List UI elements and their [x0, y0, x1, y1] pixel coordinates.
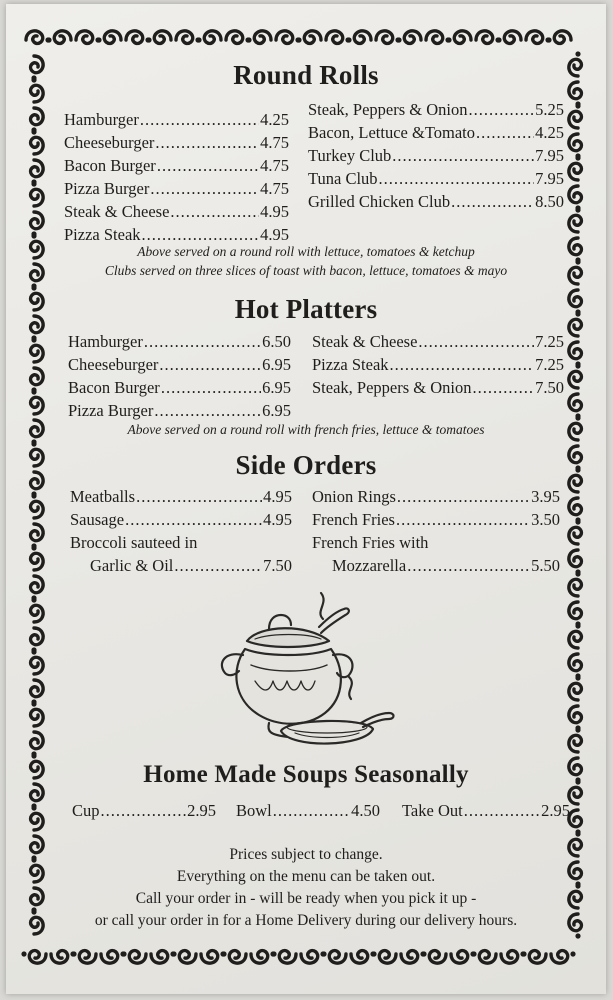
soup-cup: [72, 799, 216, 822]
section-title-soups: Home Made Soups Seasonally: [143, 761, 469, 788]
menu-item: Cheeseburger ..... 6.95: [68, 353, 291, 376]
menu-item: Turkey Club ..... 7.95: [308, 144, 564, 167]
hot-platters-left-column: [68, 330, 291, 422]
round-rolls-left-column: [64, 108, 289, 246]
menu-item: Bacon Burger ..... 4.75: [64, 154, 289, 177]
section-title-side-orders: Side Orders: [235, 450, 377, 480]
menu-content: [6, 4, 606, 994]
menu-item: Cheeseburger ..... 4.75: [64, 131, 289, 154]
menu-item: Pizza Steak ..... 4.95: [64, 223, 289, 246]
footer-line: Prices subject to change.: [229, 846, 383, 863]
menu-item: Broccoli sauteed in: [70, 533, 198, 552]
menu-item: French Fries ..... 3.50: [312, 508, 560, 531]
menu-item: Onion Rings ..... 3.95: [312, 485, 560, 508]
menu-item: Garlic & Oil ..... 7.50: [70, 554, 292, 577]
menu-item: Grilled Chicken Club ..... 8.50: [308, 190, 564, 213]
hot-platters-right-column: [312, 330, 564, 399]
menu-item: Steak, Peppers & Onion ..... 5.25: [308, 98, 564, 121]
menu-page: [6, 4, 606, 994]
menu-item: Cup ..... 2.95: [72, 799, 216, 822]
footer-line: Everything on the menu can be taken out.: [176, 868, 436, 885]
soup-bowl: [236, 799, 380, 822]
menu-item: Meatballs ..... 4.95: [70, 485, 292, 508]
menu-item: Bacon, Lettuce &Tomato ..... 4.25: [308, 121, 564, 144]
menu-item: Bacon Burger ..... 6.95: [68, 376, 291, 399]
clubs-note: Clubs served on three slices of toast with bacon, lettuce, tomatoes & mayo: [104, 263, 508, 278]
footer-line: Call your order in - will be ready when you pick it up -: [135, 890, 477, 907]
section-title-round-rolls: Round Rolls: [233, 60, 379, 90]
menu-item: French Fries with: [312, 533, 429, 552]
menu-item: Pizza Burger ..... 4.75: [64, 177, 289, 200]
menu-item: Tuna Club ..... 7.95: [308, 167, 564, 190]
menu-item: Take Out ..... 2.95: [402, 799, 570, 822]
menu-item: Bowl ..... 4.50: [236, 799, 380, 822]
menu-item: Hamburger ..... 6.50: [68, 330, 291, 353]
menu-item: Steak & Cheese ..... 7.25: [312, 330, 564, 353]
footer-line: or call your order in for a Home Delivery during our delivery hours.: [94, 912, 518, 929]
round-rolls-right-column: [308, 98, 564, 213]
soup-take-out: [402, 799, 570, 822]
menu-item: Steak & Cheese ..... 4.95: [64, 200, 289, 223]
menu-item: Sausage ..... 4.95: [70, 508, 292, 531]
side-orders-right-column: [312, 485, 560, 577]
round-rolls-note: Above served on a round roll with lettuce, tomatoes & ketchup: [137, 244, 475, 259]
menu-item: Mozzarella ..... 5.50: [312, 554, 560, 577]
footer-notes: [6, 844, 606, 932]
hot-platters-note: Above served on a round roll with french fries, lettuce & tomatoes: [127, 422, 485, 437]
soup-tureen-icon: [211, 589, 401, 759]
menu-item: Hamburger ..... 4.25: [64, 108, 289, 131]
section-title-hot-platters: Hot Platters: [234, 294, 378, 324]
menu-item: Steak, Peppers & Onion ..... 7.50: [312, 376, 564, 399]
menu-item: Pizza Steak ..... 7.25: [312, 353, 564, 376]
menu-item: Pizza Burger ..... 6.95: [68, 399, 291, 422]
side-orders-left-column: [70, 485, 292, 577]
